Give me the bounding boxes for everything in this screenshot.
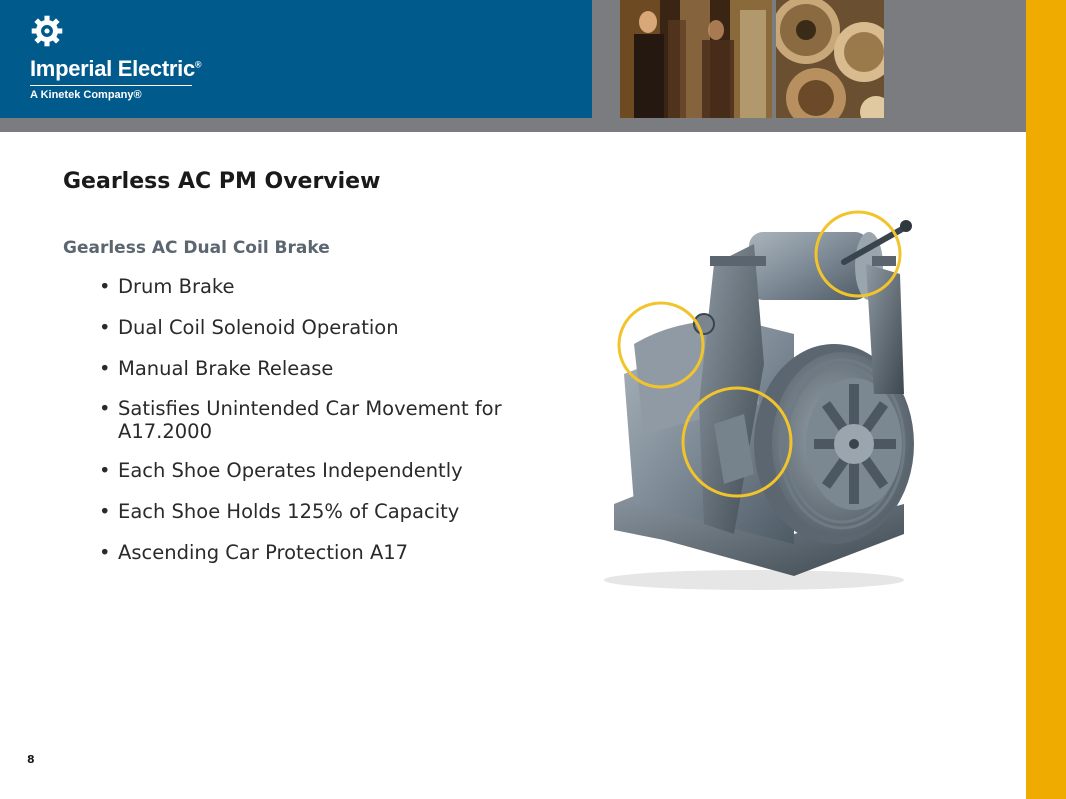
- list-item-text: Satisfies Unintended Car Movement for A17.2000: [118, 397, 502, 443]
- list-item-text: Each Shoe Operates Independently: [118, 459, 463, 482]
- gears-photo: [776, 0, 884, 118]
- page-number: 8: [27, 753, 35, 766]
- brand-tagline: A Kinetek Company®: [30, 89, 142, 101]
- bullet-icon: •: [99, 500, 111, 523]
- list-item-text: Each Shoe Holds 125% of Capacity: [118, 500, 460, 523]
- logo-divider: [30, 85, 192, 86]
- feature-list: [99, 274, 529, 581]
- list-item-text: Manual Brake Release: [118, 357, 334, 380]
- list-item: [99, 397, 529, 443]
- list-item: [99, 315, 529, 341]
- bullet-icon: •: [99, 397, 111, 420]
- logo-panel: [0, 0, 592, 118]
- list-item-text: Dual Coil Solenoid Operation: [118, 316, 399, 339]
- slide-title: Gearless AC PM Overview: [63, 169, 381, 194]
- gearless-machine-with-brake-photo: [604, 204, 920, 592]
- header-banner: [0, 0, 1026, 132]
- right-accent-bar: [1026, 0, 1066, 799]
- bullet-icon: •: [99, 541, 111, 564]
- bullet-icon: •: [99, 357, 111, 380]
- slide-subtitle: Gearless AC Dual Coil Brake: [63, 238, 330, 258]
- list-item: [99, 274, 529, 300]
- list-item-text: Ascending Car Protection A17: [118, 541, 409, 564]
- bullet-icon: •: [99, 459, 111, 482]
- people-in-motion-photo: [620, 0, 772, 118]
- bullet-icon: •: [99, 275, 111, 298]
- list-item: [99, 540, 529, 566]
- list-item: [99, 499, 529, 525]
- list-item: [99, 458, 529, 484]
- brand-name: Imperial Electric®: [30, 56, 202, 81]
- gear-logo-icon: [30, 14, 64, 48]
- list-item: [99, 356, 529, 382]
- list-item-text: Drum Brake: [118, 275, 235, 298]
- bullet-icon: •: [99, 316, 111, 339]
